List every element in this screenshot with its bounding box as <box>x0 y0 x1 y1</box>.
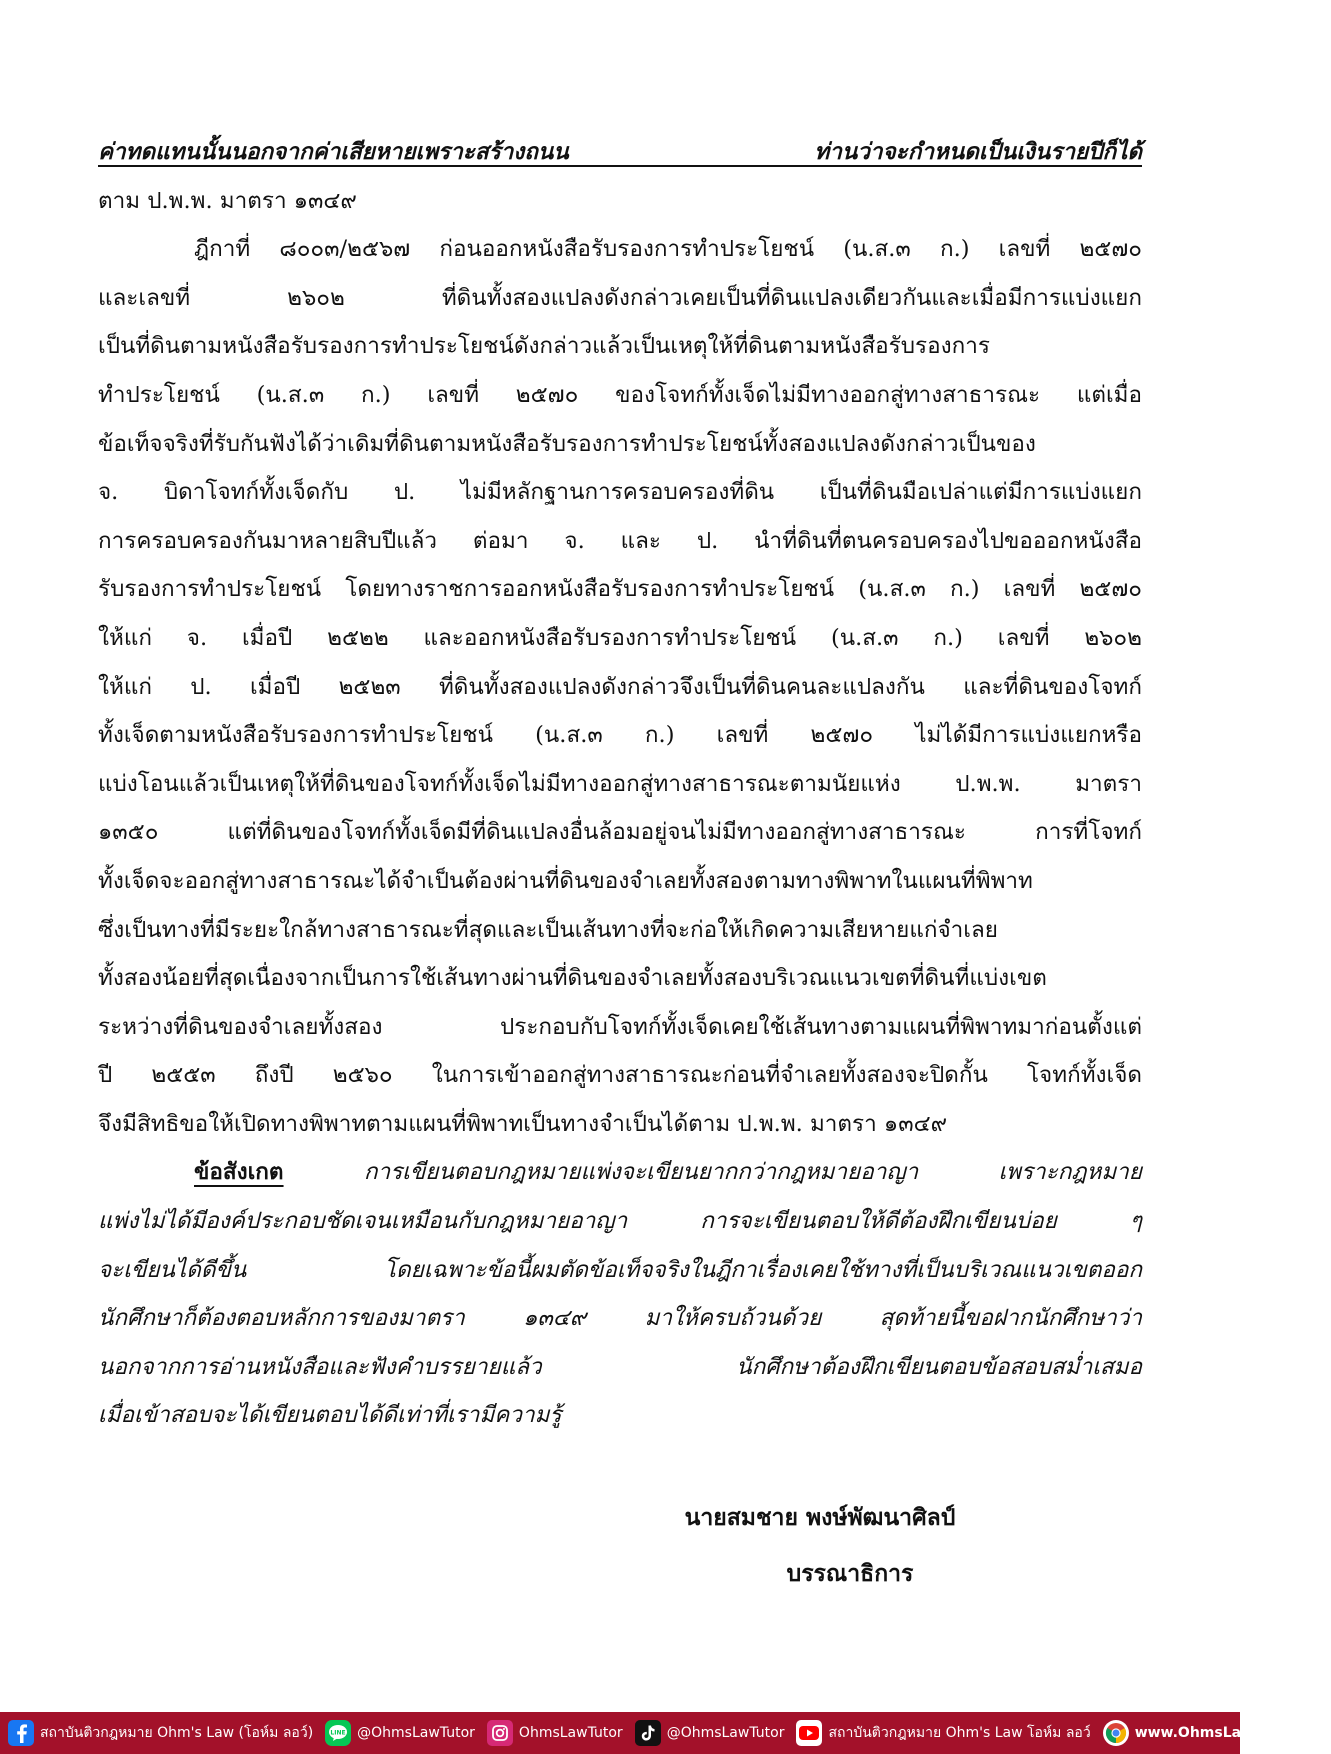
footer-instagram[interactable] <box>487 1720 623 1746</box>
body-line: ทั้งสองน้อยที่สุดเนื่องจากเป็นการใช้เส้นทางผ่านที่ดินของจำเลยทั้งสองบริเวณแนวเขตที่ดินที่แบ่งเขต <box>98 965 1047 992</box>
body-line: ฎีกาที่ ๘๐๐๓/๒๕๖๗ ก่อนออกหนังสือรับรองการทำประโยชน์ (น.ส.๓ ก.) เลขที่ ๒๕๗๐ <box>194 236 1142 263</box>
body-line: ทั้งเจ็ดตามหนังสือรับรองการทำประโยชน์ (น.ส.๓ ก.) เลขที่ ๒๕๗๐ ไม่ได้มีการแบ่งแยกหรือ <box>98 722 1142 749</box>
body-line: ให้แก่ จ. เมื่อปี ๒๕๒๒ และออกหนังสือรับรองการทำประโยชน์ (น.ส.๓ ก.) เลขที่ ๒๖๐๒ <box>98 624 1142 651</box>
body-line: ระหว่างที่ดินของจำเลยทั้งสอง ประกอบกับโจทก์ทั้งเจ็ดเคยใช้เส้นทางตามแผนที่พิพาทมาก่อนตั้งแต่ <box>98 1013 1142 1040</box>
footer-facebook[interactable] <box>8 1720 313 1746</box>
body-line: ทั้งเจ็ดจะออกสู่ทางสาธารณะได้จำเป็นต้องผ่านที่ดินของจำเลยทั้งสองตามทางพิพาทในแผนที่พิพาท <box>98 867 1033 894</box>
body-line: จ. บิดาโจทก์ทั้งเจ็ดกับ ป. ไม่มีหลักฐานการครอบครองที่ดิน เป็นที่ดินมือเปล่าแต่มีการแบ่งแยก <box>98 479 1142 506</box>
note-line: แพ่งไม่ได้มีองค์ประกอบชัดเจนเหมือนกับกฎหมายอาญา การจะเขียนตอบให้ดีต้องฝึกเขียนบ่อย ๆ <box>98 1208 1142 1235</box>
body-line: การครอบครองกันมาหลายสิบปีแล้ว ต่อมา จ. และ ป. นำที่ดินที่ตนครอบครองไปขอออกหนังสือ <box>98 527 1142 554</box>
footer-youtube[interactable] <box>796 1720 1090 1746</box>
body-line: ซึ่งเป็นทางที่มีระยะใกล้ทางสาธารณะที่สุดและเป็นเส้นทางที่จะก่อให้เกิดความเสียหายแก่จำเลย <box>98 916 998 943</box>
note-line: นอกจากการอ่านหนังสือและฟังคำบรรยายแล้ว นักศึกษาต้องฝึกเขียนตอบข้อสอบสม่ำเสมอ <box>98 1353 1142 1380</box>
signature-name: นายสมชาย พงษ์พัฒนาศิลป์ <box>684 1504 956 1531</box>
note-first-line <box>98 1148 1142 1197</box>
footer-website-text: www.OhmsLawTutor.com <box>1134 1725 1331 1741</box>
body-line: และเลขที่ ๒๖๐๒ ที่ดินทั้งสองแปลงดังกล่าวเคยเป็นที่ดินแปลงเดียวกันและเมื่อมีการแบ่งแยก <box>98 284 1142 311</box>
footer-bar <box>0 1712 1331 1754</box>
body-line: ทำประโยชน์ (น.ส.๓ ก.) เลขที่ ๒๕๗๐ ของโจทก์ทั้งเจ็ดไม่มีทางออกสู่ทางสาธารณะ แต่เมื่อ <box>98 381 1142 408</box>
footer-tiktok[interactable] <box>635 1720 785 1746</box>
signature-block <box>600 1490 1040 1602</box>
footer-facebook-text: สถาบันติวกฎหมาย Ohm's Law (โอห์ม ลอว์) <box>40 1725 314 1741</box>
document-page <box>98 128 1142 1440</box>
facebook-icon <box>8 1720 34 1746</box>
footer-tiktok-text: @OhmsLawTutor <box>666 1725 785 1741</box>
svg-text:LINE: LINE <box>330 1729 346 1737</box>
signature-title: บรรณาธิการ <box>786 1560 914 1587</box>
chrome-icon <box>1103 1720 1129 1746</box>
observation-note <box>98 1148 1142 1440</box>
heading-reference: ตาม ป.พ.พ. มาตรา ๑๓๔๙ <box>98 187 357 214</box>
instagram-icon <box>487 1720 513 1746</box>
body-line: ปี ๒๕๕๓ ถึงปี ๒๕๖๐ ในการเข้าออกสู่ทางสาธารณะก่อนที่จำเลยทั้งสองจะปิดกั้น โจทก์ทั้งเจ็ด <box>98 1062 1142 1089</box>
body-line: ข้อเท็จจริงที่รับกันฟังได้ว่าเดิมที่ดินตามหนังสือรับรองการทำประโยชน์ทั้งสองแปลงดังกล่าวเป็นของ <box>98 430 1036 457</box>
note-line: นักศึกษาก็ต้องตอบหลักการของมาตรา ๑๓๔๙ มาให้ครบถ้วนด้วย สุดท้ายนี้ขอฝากนักศึกษาว่า <box>98 1305 1142 1332</box>
page-heading: ค่าทดแทนนั้นนอกจากค่าเสียหายเพราะสร้างถนน ท่านว่าจะกำหนดเป็นเงินรายปีก็ได้ <box>98 139 1142 165</box>
note-line: เมื่อเข้าสอบจะได้เขียนตอบได้ดีเท่าที่เรามีความรู้ <box>98 1402 562 1429</box>
body-line: รับรองการทำประโยชน์ โดยทางราชการออกหนังสือรับรองการทำประโยชน์ (น.ส.๓ ก.) เลขที่ ๒๕๗๐ <box>98 576 1142 603</box>
footer-line-text: @OhmsLawTutor <box>357 1725 475 1741</box>
footer-line[interactable] <box>325 1720 475 1746</box>
body-line: เป็นที่ดินตามหนังสือรับรองการทำประโยชน์ดังกล่าวแล้วเป็นเหตุให้ที่ดินตามหนังสือรับรองการ <box>98 333 990 360</box>
youtube-icon <box>796 1720 822 1746</box>
footer-youtube-text: สถาบันติวกฎหมาย Ohm's Law โอห์ม ลอว์ <box>828 1725 1091 1741</box>
line-icon <box>325 1720 351 1746</box>
tiktok-icon <box>635 1720 661 1746</box>
note-text: การเขียนตอบกฎหมายแพ่งจะเขียนยากกว่ากฎหมายอาญา เพราะกฎหมาย <box>363 1159 1142 1186</box>
footer-instagram-text: OhmsLawTutor <box>518 1725 623 1741</box>
body-line: แบ่งโอนแล้วเป็นเหตุให้ที่ดินของโจทก์ทั้งเจ็ดไม่มีทางออกสู่ทางสาธารณะตามนัยแห่ง ป.พ.พ. มาตรา <box>98 770 1142 797</box>
body-line: ให้แก่ ป. เมื่อปี ๒๕๒๓ ที่ดินทั้งสองแปลงดังกล่าวจึงเป็นที่ดินคนละแปลงกัน และที่ดินของโจทก์ <box>98 673 1142 700</box>
body-line: ๑๓๕๐ แต่ที่ดินของโจทก์ทั้งเจ็ดมีที่ดินแปลงอื่นล้อมอยู่จนไม่มีทางออกสู่ทางสาธารณะ การที่โจทก์ <box>98 819 1142 846</box>
note-line: จะเขียนได้ดีขึ้น โดยเฉพาะข้อนี้ผมตัดข้อเท็จจริงในฎีกาเรื่องเคยใช้ทางที่เป็นบริเวณแนวเขตออก <box>98 1256 1142 1283</box>
case-summary <box>98 225 1142 1148</box>
note-label: ข้อสังเกต <box>194 1159 284 1186</box>
body-line: จึงมีสิทธิขอให้เปิดทางพิพาทตามแผนที่พิพาทเป็นทางจำเป็นได้ตาม ป.พ.พ. มาตรา ๑๓๔๙ <box>98 1110 948 1137</box>
footer-website[interactable] <box>1103 1720 1331 1746</box>
